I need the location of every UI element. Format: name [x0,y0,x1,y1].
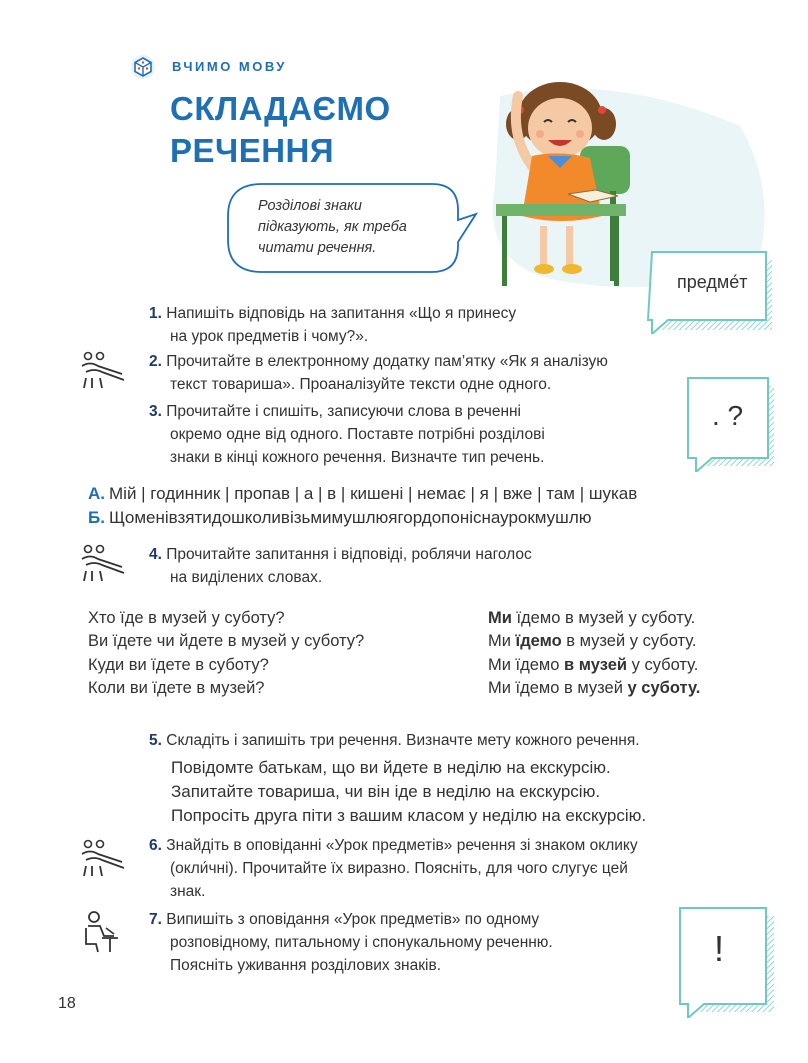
pair-work-icon [80,350,128,390]
task-text: Прочитайте запитання і відповіді, роблячи наголос [166,546,532,563]
answer-emphasis: Ми [488,609,512,627]
question: Хто їде в музей у суботу? [88,609,285,627]
answer-rest: в музей у суботу. [561,632,697,651]
answer [488,607,700,630]
answer-pre: Ми [488,632,516,651]
task-text: Напишіть відповідь на запитання «Що я принесу [166,305,517,322]
task-text: на виділених словах. [170,569,323,586]
task-number: 1. [149,305,162,322]
writing-student-icon [80,910,120,954]
page-title-line1: СКЛАДАЄМО [170,90,391,127]
answers-list [488,607,700,700]
task-number: 6. [149,837,162,854]
example-sentences [171,756,646,828]
task-text: Прочитайте в електронному додатку пам’ятку «Як я аналізую [166,353,608,370]
task-text: знаки в кінці кожного речення. Визначте тип речень. [170,449,545,466]
speech-line: підказують, як треба [258,219,407,235]
task-1 [149,302,516,348]
example-sentence: Попросіть друга піти з вашим класом у неділю на екскурсію. [171,806,647,825]
task-text: Складіть і запишіть три речення. Визначте мету кожного речення. [166,732,640,749]
answer-emphasis: в музей [564,655,628,674]
task-text: Випишіть з оповідання «Урок предметів» по одному [166,911,540,928]
answer-emphasis: у суботу. [627,678,701,697]
exercise-letter: А. [88,484,105,503]
task-4 [149,543,532,589]
pair-work-icon [80,838,128,878]
task-number: 3. [149,403,162,420]
task-number: 2. [149,353,162,370]
question: Куди ви їдете в суботу? [88,655,269,674]
speech-line: читати речення. [258,240,377,256]
task-2 [149,350,608,396]
answer [488,630,700,653]
task-7 [149,908,553,977]
task-number: 4. [149,546,162,563]
task-number: 7. [149,911,162,928]
task-5 [149,729,640,752]
task-text: Знайдіть в оповіданні «Урок предметів» речення зі знаком оклику [166,837,638,854]
page-number: 18 [58,995,76,1012]
exercise-text: Щоменівзятидошколивізьмимушлюягордопоніснаурокмушлю [108,508,592,527]
example-sentence: Повідомте батькам, що ви йдете в неділю на екскурсію. [171,758,611,777]
word-card-text: предме́т [677,272,748,292]
pair-work-icon [80,543,128,583]
game-cube-icon [130,54,156,80]
answer-pre: Ми їдемо [488,655,565,674]
task-text: розповідному, питальному і спонукальному реченню. [170,934,553,951]
task-text: текст товариша». Проаналізуйте тексти одне одного. [170,376,552,393]
question: Ви їдете чи йдете в музей у суботу? [88,632,365,651]
task-number: 5. [149,732,162,749]
exclamation-card-text: ! [714,928,725,969]
task-text: на урок предметів і чому?». [170,328,369,345]
question: Коли ви їдете в музей? [88,678,265,697]
punctuation-card-text: . ? [712,400,744,431]
answer-pre: Ми їдемо в музей [488,678,628,697]
page-title-line2: РЕЧЕННЯ [170,132,335,169]
task-text: (окли́чні). Прочитайте їх виразно. Поясніть, для чого слугує цей [170,860,628,877]
exercise-a [88,482,637,506]
task-text: знак. [170,883,206,900]
speech-bubble-text [258,196,407,259]
example-sentence: Запитайте товариша, чи він іде в неділю на екскурсію. [171,782,601,801]
answer [488,654,700,677]
exercise-letter: Б. [88,508,105,527]
exclamation-card [676,906,776,1018]
answer-rest: у суботу. [627,655,699,674]
task-text: Прочитайте і спишіть, записуючи слова в реченні [166,403,522,420]
task-text: окремо одне від одного. Поставте потрібні розділові [170,426,545,443]
questions-list [88,607,364,700]
exercise-text: Мій | годинник | пропав | а | в | кишені | немає | я | вже | там | шукав [109,484,638,503]
task-3 [149,400,545,469]
answer-rest: їдемо в музей у суботу. [511,609,696,627]
task-text: Поясніть уживання розділових знаків. [170,957,442,974]
speech-line: Розділові знаки [258,198,362,214]
answer-emphasis: їдемо [515,632,562,651]
answer [488,677,700,700]
section-label: ВЧИМО МОВУ [172,59,287,74]
task-6 [149,834,638,903]
exercise-b [88,506,592,530]
